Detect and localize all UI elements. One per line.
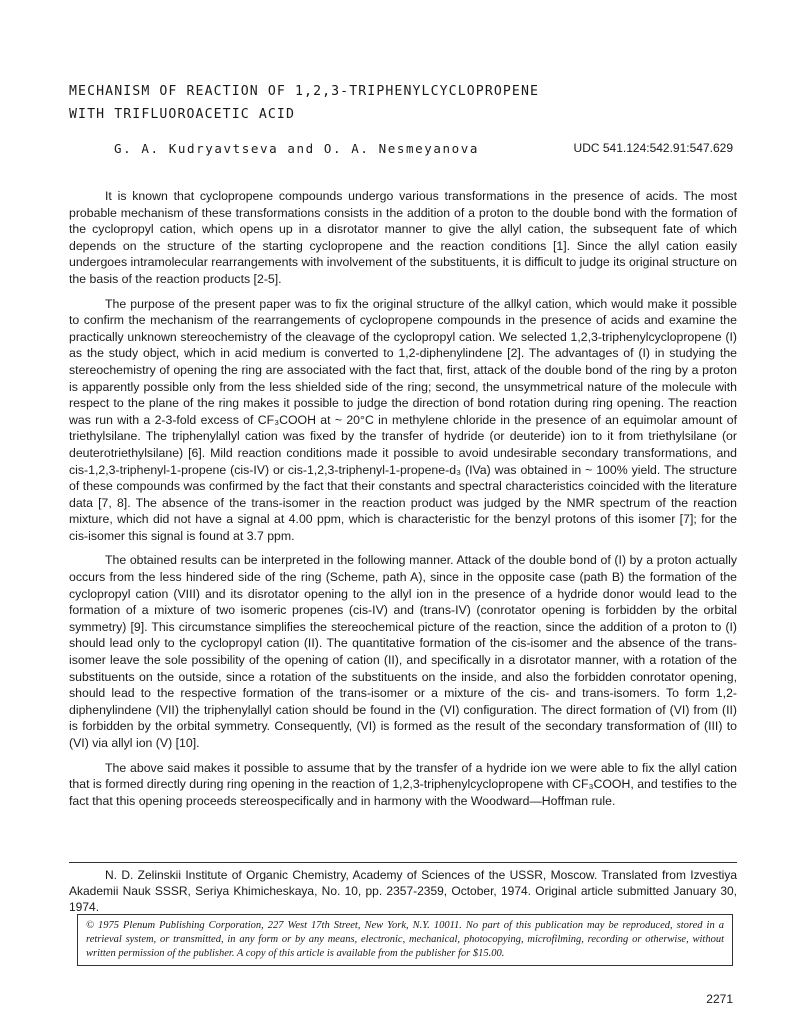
affiliation-footnote: N. D. Zelinskii Institute of Organic Chemistry, Academy of Sciences of the USSR, Moscow. Translated from Izvestiya Akademii Nauk SSSR, Seriya Khimicheskaya, No. 10, pp. 2357-2359, October, 1974. Original article submitted January 30, 1974. [69,862,737,915]
article-body [69,188,737,817]
paragraph: The obtained results can be interpreted in the following manner. Attack of the double bond of (I) by a proton actually occurs from the less hindered side of the ring (Scheme, path A), since in the opposite case (path B) the formation of the cyclopropyl cation (VIII) and its disrotator opening to the allyl ion in the presence of a hydride donor would lead to the formation of a mixture of two isomeric propenes (cis-IV) and (trans-IV) (conrotator opening is forbidden by the orbital symmetry) [9]. This circumstance simplifies the stereochemical picture of the reaction, since the addition of a proton to (I) should lead only to the cyclopropyl cation (II). The quantitative formation of the cis-isomer and the absence of the trans-isomer leave the sole possibility of the opening of cation (II), and specifically in a disrotator manner, with a rotation of the substituents on the outside, since a rotation of the substituents on the inside, and also the forbidden conrotator opening, should lead to the respective formation of the trans-isomer or a mixture of the cis- and trans-isomers. To form 1,2-diphenylindene (VII) the triphenylallyl cation should be found in the (VI) configuration. The direct formation of (VI) from (II) is forbidden by the orbital symmetry. Consequently, (VI) is formed as the result of the secondary transformation of (III) to (VI) via allyl ion (V) [10]. [69,553,737,750]
article-title [69,80,539,126]
title-line: MECHANISM OF REACTION OF 1,2,3-TRIPHENYLCYCLOPROPENE [69,84,540,99]
paragraph: It is known that cyclopropene compounds undergo various transformations in the presence of acids. The most probable mechanism of these transformations consists in the addition of a proton to the double bond with the formation of the cyclopropyl cation, which opens up in a disrotator manner to give the allyl cation, the subsequent fate of which depends on the structure of the starting cyclopropene and the reaction conditions [1]. Since the allyl cation easily undergoes intramolecular rearrangements with involvement of the substituents, it is difficult to judge its original structure on the basis of the reaction products [2-5]. [69,189,737,286]
title-line: WITH TRIFLUOROACETIC ACID [69,107,295,122]
authors: G. A. Kudryavtseva and O. A. Nesmeyanova [114,141,480,156]
copyright-notice: © 1975 Plenum Publishing Corporation, 227 West 17th Street, New York, N.Y. 10011. No part of this publication may be reproduced, stored in a retrieval system, or transmitted, in any form or by any means, electronic, mechanical, photocopying, microfilming, recording or otherwise, without written permission of the publisher. A copy of this article is available from the publisher for $15.00. [77,914,733,966]
page-number: 2271 [706,992,733,1006]
paragraph: The purpose of the present paper was to fix the original structure of the allkyl cation, which would make it possible to confirm the mechanism of the rearrangements of cyclopropene compounds in the presence of acids and examine the practically unknown stereochemistry of the cleavage of the cyclopropyl cation. We selected 1,2,3-triphenylcyclopropene (I) as the study object, which in acid medium is converted to 1,2-diphenylindene [2]. The advantages of (I) in studying the stereochemistry of opening the ring are associated with the fact that, first, attack of the double bond of the ring by a proton is apparently possible only from the less shielded side of the ring; second, the unsymmetrical nature of the molecule with respect to the plane of the ring makes it possible to judge the direction of bond rotation during ring opening. The reaction was run with a 2-3-fold excess of CF₃COOH at ~ 20°C in methylene chloride in the presence of an equimolar amount of triethylsilane. The triphenylallyl cation was fixed by the transfer of hydride (or deuteride) ion to it from triethylsilane (or deuterotriethylsilane) [6]. Mild reaction conditions made it possible to avoid undesirable secondary transformations, and cis-1,2,3-triphenyl-1-propene (cis-IV) or cis-1,2,3-triphenyl-1-propene-d₃ (IVa) was obtained in ~ 100% yield. The structure of these compounds was confirmed by the fact that their constants and spectral characteristics coincided with the literature data [7, 8]. The absence of the trans-isomer in the reaction product was judged by the NMR spectrum of the reaction mixture, which did not have a signal at 4.00 ppm, which is characteristic for the benzyl protons of this isomer [7]; for the cis-isomer this signal is found at 3.7 ppm. [69,296,737,543]
paragraph: The above said makes it possible to assume that by the transfer of a hydride ion we were able to fix the allyl cation that is formed directly during ring opening in the reaction of 1,2,3-triphenylcyclopropene with CF₃COOH, and testifies to the fact that this opening proceeds stereospecifically and in harmony with the Woodward—Hoffman rule. [69,760,738,808]
udc-code: UDC 541.124:542.91:547.629 [573,141,733,155]
